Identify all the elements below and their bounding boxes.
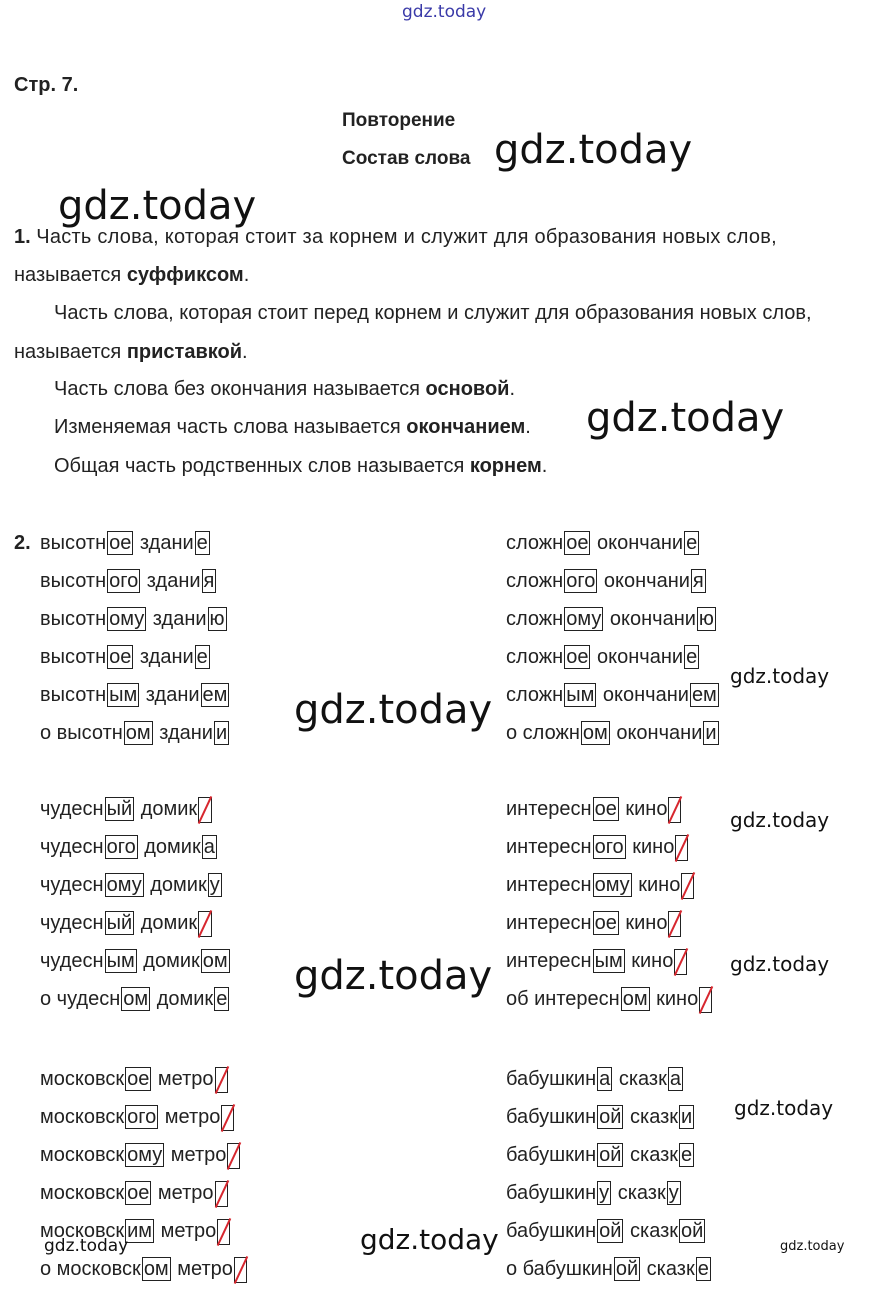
watermark-big-3: gdz.today <box>586 395 785 441</box>
word-row: бабушкин ой сказк ой <box>506 1220 704 1242</box>
watermark-bottom-left: gdz.today <box>44 1236 129 1256</box>
word-row: о чудесн ом домик е <box>40 988 228 1010</box>
watermark-bottom-center: gdz.today <box>360 1223 499 1256</box>
word-row: высотн ым здани ем <box>40 684 228 706</box>
task1-line1 <box>14 226 777 249</box>
task1-sentence2: Часть слова, которая стоит перед корнем и служит для образования новых слов, <box>54 302 812 324</box>
watermark-bottom-right: gdz.today <box>780 1239 845 1254</box>
task1-line3 <box>54 302 812 325</box>
task2-number: 2. <box>14 532 31 554</box>
word-row: бабушкин ой сказк е <box>506 1144 693 1166</box>
task1-line6 <box>54 416 531 439</box>
watermark-mid-1: gdz.today <box>730 664 830 688</box>
word-row: чудесн ым домик ом <box>40 950 228 972</box>
watermark-top: gdz.today <box>402 2 487 22</box>
term-ending: окончанием <box>406 416 526 438</box>
task1-sentence1: Часть слова, которая стоит за корнем и служит для образования новых слов, <box>36 226 777 248</box>
word-row: интересн ому кино <box>506 872 694 899</box>
word-row: интересн ым кино <box>506 948 687 975</box>
word-row: чудесн ого домик а <box>40 836 215 858</box>
dot: . <box>541 455 548 477</box>
word-row: чудесн ый домик <box>40 796 212 823</box>
word-row: бабушкин а сказк а <box>506 1068 681 1090</box>
dot: . <box>509 378 516 400</box>
word-row: чудесн ый домик <box>40 910 212 937</box>
watermark-big-1: gdz.today <box>494 127 693 173</box>
word-row: сложн ое окончани е <box>506 532 698 554</box>
task1-line4 <box>14 341 248 364</box>
word-row: высотн ому здани ю <box>40 608 225 630</box>
heading-word-structure: Состав слова <box>342 148 471 169</box>
watermark-mid-2: gdz.today <box>730 808 830 832</box>
term-suffix: суффиксом <box>126 264 244 286</box>
word-row: о высотн ом здани и <box>40 722 228 744</box>
term-prefix: приставкой <box>126 341 242 363</box>
word-row: высотн ое здани е <box>40 532 208 554</box>
word-row: о московск ом метро <box>40 1256 247 1283</box>
text: называется <box>14 264 122 286</box>
word-row: высотн ого здани я <box>40 570 215 592</box>
word-row: высотн ое здани е <box>40 646 208 668</box>
watermark-big-4: gdz.today <box>294 687 493 733</box>
task1-line7 <box>54 455 547 478</box>
word-row: бабушкин ой сказк и <box>506 1106 693 1128</box>
watermark-mid-3: gdz.today <box>730 952 830 976</box>
word-row: сложн ым окончани ем <box>506 684 717 706</box>
word-row: московск ому метро <box>40 1142 240 1169</box>
word-row: сложн ому окончани ю <box>506 608 714 630</box>
text: Изменяемая часть слова называется <box>54 416 401 438</box>
word-row: московск ое метро <box>40 1066 228 1093</box>
text: называется <box>14 341 122 363</box>
dot: . <box>525 416 531 438</box>
text: Общая часть родственных слов называется <box>54 455 465 477</box>
heading-repetition: Повторение <box>342 110 456 131</box>
word-row: об интересн ом кино <box>506 986 712 1013</box>
term-root: корнем <box>469 455 542 477</box>
text: Часть слова без окончания называется <box>54 378 420 400</box>
watermark-mid-4: gdz.today <box>734 1096 834 1120</box>
dot: . <box>242 341 248 363</box>
word-row: интересн ое кино <box>506 910 681 937</box>
task1-line2 <box>14 264 249 287</box>
watermark-big-2: gdz.today <box>58 183 257 229</box>
word-row: сложн ого окончани я <box>506 570 704 592</box>
watermark-big-5: gdz.today <box>294 953 493 999</box>
word-row: интересн ое кино <box>506 796 681 823</box>
word-row: сложн ое окончани е <box>506 646 698 668</box>
word-row: московск ого метро <box>40 1104 234 1131</box>
dot: . <box>243 264 250 286</box>
term-stem: основой <box>425 378 510 400</box>
word-row: о сложн ом окончани и <box>506 722 717 744</box>
word-row: о бабушкин ой сказк е <box>506 1258 709 1280</box>
word-row: московск ое метро <box>40 1180 228 1207</box>
word-row: московск им метро <box>40 1218 230 1245</box>
word-row: интересн ого кино <box>506 834 688 861</box>
word-row: чудесн ому домик у <box>40 874 220 896</box>
page-number: Стр. 7. <box>14 74 79 96</box>
task1-line5 <box>54 378 515 401</box>
word-row: бабушкин у сказк у <box>506 1182 679 1204</box>
task1-number: 1. <box>14 226 31 248</box>
